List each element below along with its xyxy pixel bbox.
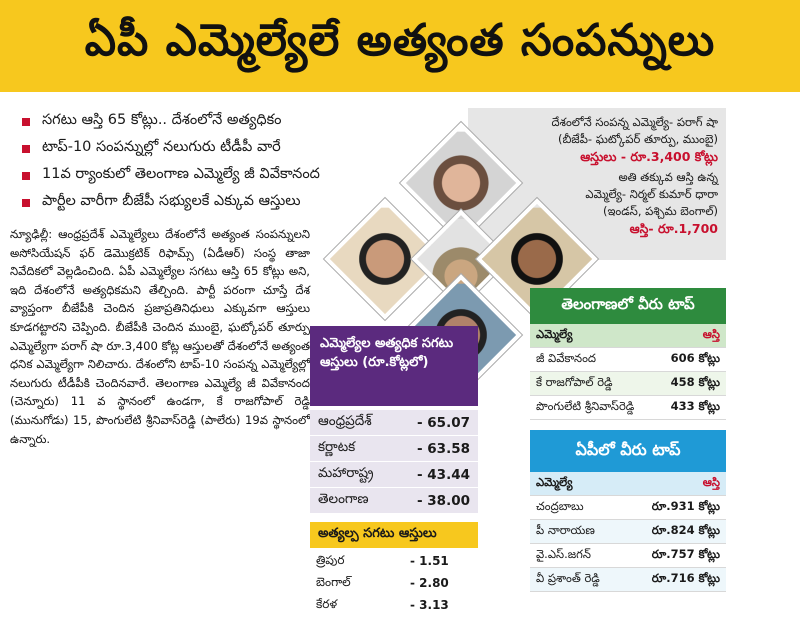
table-row	[530, 568, 726, 592]
bullet-text: సగటు ఆస్తి 65 కోట్లు.. దేశంలోనే అత్యధికం	[42, 111, 282, 128]
col-header-assets: ఆస్తి	[702, 475, 720, 489]
state-name: తెలంగాణ	[318, 491, 369, 507]
mla-name: పొంగులేటి శ్రీనివాస్‌రెడ్డి	[536, 399, 635, 413]
telangana-top-table	[530, 324, 726, 420]
mla-name: జీ వివేకానంద	[536, 351, 597, 365]
mla-name: పీ నారాయణ	[536, 523, 595, 537]
mla-assets: 458 కోట్లు	[670, 375, 720, 389]
table-row	[310, 594, 478, 616]
bullet-square-icon	[22, 172, 30, 180]
bullet-square-icon	[22, 199, 30, 207]
bullet-text: టాప్‌-10 సంపన్నుల్లో నలుగురు టీడీపీ వారే	[42, 138, 281, 155]
mla-assets: 433 కోట్లు	[670, 399, 720, 413]
bullet-text: 11వ ర్యాంకులో తెలంగాణ ఎమ్మెల్యే జీ వివేకానంద	[42, 165, 320, 182]
state-value: - 3.13	[410, 598, 449, 612]
avg-assets-title: ఎమ్మెల్యేల అత్యధిక సగటు ఆస్తులు (రూ.కోట్లలో)	[310, 326, 478, 406]
state-value: - 43.44	[416, 466, 470, 483]
least-assets-table	[310, 550, 478, 616]
bullet-square-icon	[22, 118, 30, 126]
mla-assets: రూ.931 కోట్లు	[651, 499, 720, 513]
ap-top-title: ఏపీలో వీరు టాప్‌	[530, 430, 726, 472]
poorest-line-3: (ఇండస్‌, పశ్చిమ బెంగాల్‌)	[603, 204, 718, 218]
table-row	[530, 396, 726, 420]
table-row	[530, 520, 726, 544]
table-row	[310, 488, 478, 514]
headline-banner	[0, 0, 800, 92]
table-row	[310, 550, 478, 572]
state-name: కేరళ	[316, 596, 338, 611]
mla-assets: రూ.824 కోట్లు	[651, 523, 720, 537]
table-row	[310, 410, 478, 436]
state-value: - 1.51	[410, 554, 449, 568]
richest-assets: ఆస్తులు - రూ.3,400 కోట్లు	[580, 149, 718, 164]
table-row	[530, 372, 726, 396]
mla-name: కే రాజగోపాల్‌ రెడ్డి	[536, 375, 613, 389]
telangana-top-title: తెలంగాణలో వీరు టాప్‌	[530, 288, 726, 324]
mla-name: వీ ప్రశాంత్‌ రెడ్డి	[536, 571, 600, 585]
state-name: త్రిపుర	[316, 552, 345, 567]
state-value: - 2.80	[410, 576, 449, 590]
col-header-assets: ఆస్తి	[702, 327, 720, 341]
article-body: న్యూఢిల్లీ: ఆంధ్రప్రదేశ్‌ ఎమ్మెల్యేలు దేశంలోనే అత్యంత సంపన్నులని అసోసియేషన్‌ ఫర్‌ డెమొక్రటిక్‌ రిఫామ్స్‌ (ఏడీఆర్‌) సంస్థ తాజా నివేదికలో వెల్లడించింది. ఏపీ ఎమ్మెల్యేల సగటు ఆస్తి 65 కోట్లు అని, ఇది దేశంలోనే అత్యధికమని తేల్చింది. పార్టీ పరంగా చూస్తే దేశ వ్యాప్తంగా బీజేపీకి చెందిన ప్రజాప్రతినిధులు ఎక్కువగా ఆస్తులు కూడగట్టారని చెప్పింది. బీజేపీకి చెందిన ముంబై, ఘట్కోపర్‌ తూర్పు ఎమ్మెల్యేగా పరాగ్‌ షా రూ.3,400 కోట్ల ఆస్తులతో దేశంలోనే అత్యంత ధనిక ఎమ్మెల్యేగా నిలిచారు. దేశంలోని టాప్‌-10 సంపన్న ఎమ్మెల్యేల్లో నలుగురు టీడీపీకి చెందినవారే. తెలంగాణ ఎమ్మెల్యే జీ వివేకానంద (చెన్నూరు) 11 వ స్థానంలో ఉండగా, కే రాజగోపాల్‌ రెడ్డి (మునుగోడు) 15, పొంగులేటి శ్రీనివాస్‌రెడ్డి (పాలేరు) 19వ స్థానంలో ఉన్నారు.	[10, 227, 310, 446]
table-row	[530, 348, 726, 372]
table-row	[530, 496, 726, 520]
mla-assets: 606 కోట్లు	[670, 351, 720, 365]
table-row	[310, 572, 478, 594]
table-header	[530, 324, 726, 348]
state-name: బెంగాల్‌	[316, 574, 351, 589]
col-header-mla: ఎమ్మెల్యే	[536, 475, 573, 489]
state-value: - 65.07	[416, 414, 470, 431]
richest-line-1: దేశంలోనే సంపన్న ఎమ్మెల్యే- పరాగ్‌ షా	[551, 115, 718, 129]
poorest-assets: ఆస్తి- రూ.1,700	[629, 221, 718, 236]
poorest-line-1: అతి తక్కువ ఆస్తి ఉన్న	[618, 170, 718, 184]
table-row	[310, 436, 478, 462]
table-row	[310, 462, 478, 488]
state-name: కర్ణాటక	[318, 439, 356, 455]
bullet-square-icon	[22, 145, 30, 153]
state-name: మహారాష్ట్ర	[318, 465, 374, 481]
avg-assets-table	[310, 410, 478, 514]
mla-assets: రూ.757 కోట్లు	[651, 547, 720, 561]
richest-line-2: (బీజేపీ- ఘట్కోపర్‌ తూర్పు, ముంబై)	[557, 132, 718, 146]
table-header	[530, 472, 726, 496]
mla-assets: రూ.716 కోట్లు	[651, 571, 720, 585]
headline: ఏపీ ఎమ్మెల్యేలే అత్యంత సంపన్నులు	[84, 15, 716, 66]
table-row	[530, 544, 726, 568]
bullet-text: పార్టీల వారీగా బీజేపీ సభ్యులకే ఎక్కువ ఆస్తులు	[42, 192, 301, 209]
poorest-line-2: ఎమ్మెల్యే- నిర్మల్‌ కుమార్‌ ధారా	[585, 187, 718, 201]
state-value: - 63.58	[416, 440, 470, 457]
least-assets-title: అత్యల్ప సగటు ఆస్తులు	[310, 522, 478, 548]
state-value: - 38.00	[416, 492, 470, 509]
ap-top-table	[530, 472, 726, 592]
state-name: ఆంధ్రప్రదేశ్‌	[318, 413, 372, 429]
mla-name: చంద్రబాబు	[536, 499, 584, 513]
col-header-mla: ఎమ్మెల్యే	[536, 327, 573, 341]
mla-name: వై.ఎస్‌.జగన్‌	[536, 547, 591, 561]
